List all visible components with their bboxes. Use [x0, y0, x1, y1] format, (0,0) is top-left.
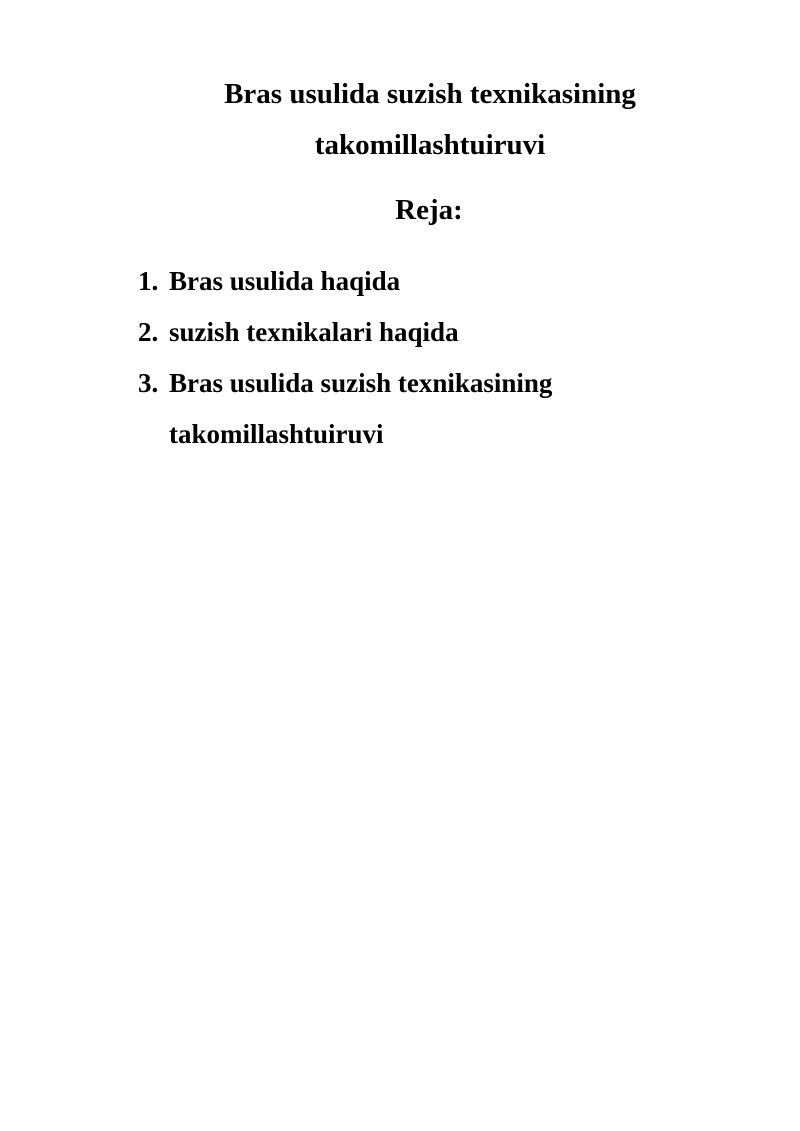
plan-item-3-continuation	[138, 409, 552, 460]
plan-item-text: takomillashtuiruvi	[169, 419, 384, 449]
plan-item-2	[138, 307, 552, 358]
document-title-line-2: takomillashtuiruvi	[314, 129, 546, 161]
plan-item-number: 3.	[138, 368, 159, 398]
plan-item-number: 1.	[138, 266, 159, 296]
plan-item-text: Bras usulida haqida	[169, 266, 401, 296]
plan-item-text: suzish texnikalari haqida	[169, 317, 459, 347]
plan-heading: Reja:	[395, 194, 463, 226]
plan-item-3	[138, 358, 552, 409]
plan-item-number: 2.	[138, 317, 159, 347]
document-title-line-1: Bras usulida suzish texnikasining	[224, 78, 636, 110]
plan-list	[138, 256, 552, 460]
plan-item-text: Bras usulida suzish texnikasining	[169, 368, 553, 398]
plan-item-1	[138, 256, 552, 307]
